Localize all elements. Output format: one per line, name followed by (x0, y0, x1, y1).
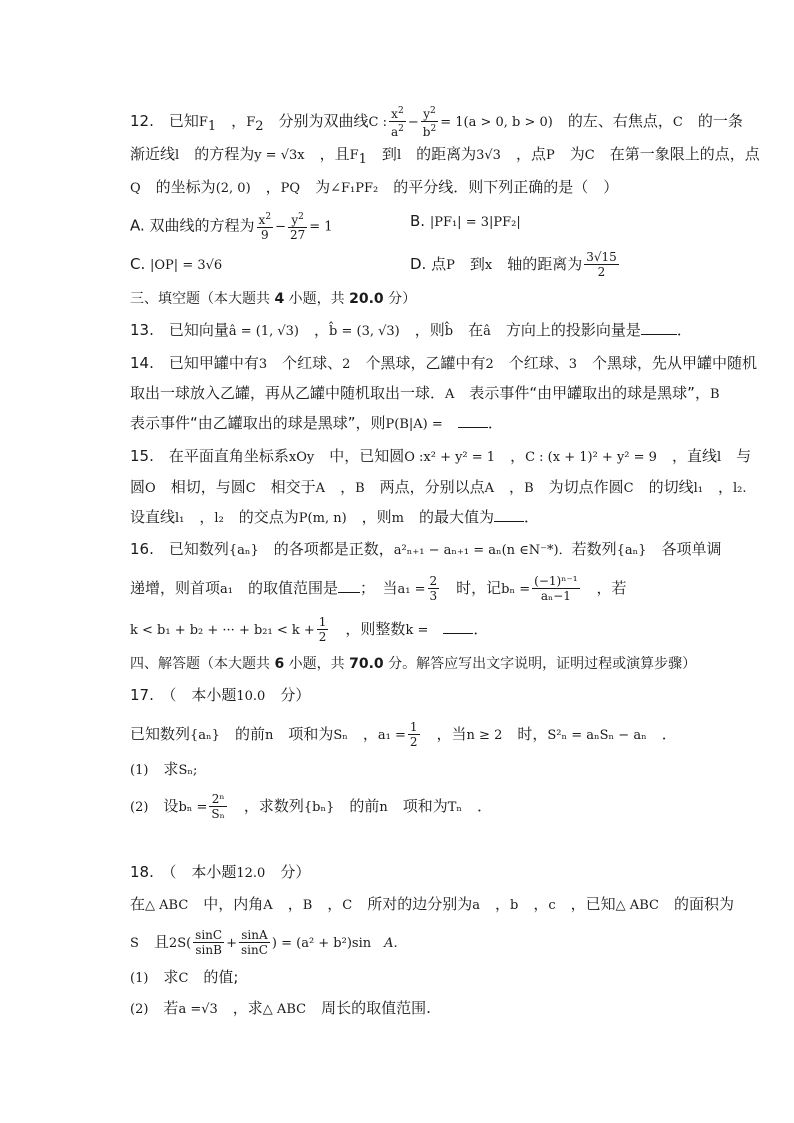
q18-heading: 18. （ 本小题12.0 分） (130, 863, 311, 881)
answer-blank[interactable] (338, 578, 360, 593)
section-fill-in-heading: 三、填空题（本大题共 4 小题，共 20.0 分） (130, 291, 417, 307)
q13: 13. 已知向量â = (1, √3) ，b̂ = (3, √3) ，则b̂ 在â 方向上的投影向量是 ． (130, 321, 692, 339)
q14-line1: 14. 已知甲罐中有3 个红球、2 个黑球，乙罐中有2 个红球、3 个黑球，先从甲罐中随机 (130, 354, 758, 372)
fraction: $\frac{y^2}{b^2}$ (422, 106, 437, 139)
q12-option-c: C. |OP| = 3√6 (130, 255, 223, 273)
answer-blank[interactable] (641, 320, 677, 335)
q17-heading: 17. （ 本小题10.0 分） (130, 686, 311, 704)
answer-blank[interactable] (458, 413, 488, 428)
q16-line1: 16. 已知数列{aₙ} 的各项都是正数，a²ₙ₊₁ − aₙ₊₁ = aₙ(n ∈N⁻*)．若数列{aₙ} 各项单调 (130, 540, 722, 558)
q18-part1: (1) 求C 的值; (130, 968, 239, 986)
q15-line2: 圆O 相切，与圆C 相交于A ，B 两点，分别以点A ，B 为切点作圆C 的切线l₁ ，l₂. (130, 478, 747, 496)
q16-line3: k < b₁ + b₂ + ··· + b₂₁ < k + $\frac{1}{2}$ ，则整数k = ． (130, 615, 489, 644)
q15-line1: 15. 在平面直角坐标系xOy 中，已知圆O :x² + y² = 1 ，C : (x + 1)² + y² = 9 ，直线l 与 (130, 447, 752, 465)
q16-line2: 递增，则首项a₁ 的取值范围是 ； 当a₁ = $\frac{2}{3}$ 时，记bₙ = $\frac{\text{(−1)ⁿ⁻¹}}{\text{aₙ−1}}$ ，若 (130, 574, 627, 603)
q15-line3: 设直线l₁ ，l₂ 的交点为P(m, n) ，则m 的最大值为 ． (130, 508, 540, 526)
fraction: $\frac{x^2}{a^2}$ (390, 106, 404, 139)
q12-option-d: D. 点P 到x 轴的距离为 $\frac{3√15}{2}$ (410, 250, 617, 279)
q12-option-b: B. |PF₁| = 3|PF₂| (410, 212, 521, 230)
q17-part2: (2) 设bₙ = $\frac{\text{2ⁿ}}{\text{Sₙ}}$ ，求数列{bₙ} 的前n 项和为Tₙ ． (130, 792, 493, 821)
answer-blank[interactable] (443, 619, 473, 634)
q17-part1: (1) 求Sₙ; (130, 760, 198, 778)
q14-line2: 取出一球放入乙罐，再从乙罐中随机取出一球．A 表示事件“由甲罐取出的球是黑球”，B (130, 384, 720, 402)
q12-line3: Q 的坐标为(2, 0) ，PQ 为∠F₁PF₂ 的平分线．则下列正确的是（ ） (130, 178, 619, 196)
q18-line1: 在△ ABC 中，内角A ，B ，C 所对的边分别为a ，b ，c ，已知△ ABC 的面积为 (130, 895, 734, 913)
answer-blank[interactable] (494, 507, 524, 522)
q12-line1: 12. 已知$F_1$ ，$F_2$ 分别为双曲线C : $\frac{x^2}{a^2}$ − $\frac{y^2}{b^2}$ = 1(a > 0, b > 0) 的左、右焦点，C 的一条 (130, 106, 743, 139)
q18-part2: (2) 若a =√3 ，求△ ABC 周长的取值范围. (130, 999, 431, 1017)
q12-line2: 渐近线l 的方程为y = √3x ，且$F_1$ 到l 的距离为3√3 ，点P 为C 在第一象限上的点，点 (130, 145, 760, 167)
q18-line2: S 且2S( $\frac{\sin C}{\sin B}$ + $\frac{\sin A}{\sin C}$ ) = (a² + b²)sin A. (130, 928, 398, 957)
q12-option-a: A. 双曲线的方程为 $\frac{x^2}{9}$ − $\frac{y^2}{27}$ = 1 (130, 212, 333, 242)
q12-text: 12. 已知 (130, 112, 199, 130)
q17-line1: 已知数列{aₙ} 的前n 项和为Sₙ ，a₁ = $\frac{1}{2}$ ，当n ≥ 2 时，S²ₙ = aₙSₙ − aₙ ． (130, 720, 677, 749)
section-answer-heading: 四、解答题（本大题共 6 小题，共 70.0 分。解答应写出文字说明，证明过程或演算步骤） (130, 656, 697, 672)
q14-line3: 表示事件“由乙罐取出的球是黑球”，则P(B|A) = ． (130, 414, 503, 432)
